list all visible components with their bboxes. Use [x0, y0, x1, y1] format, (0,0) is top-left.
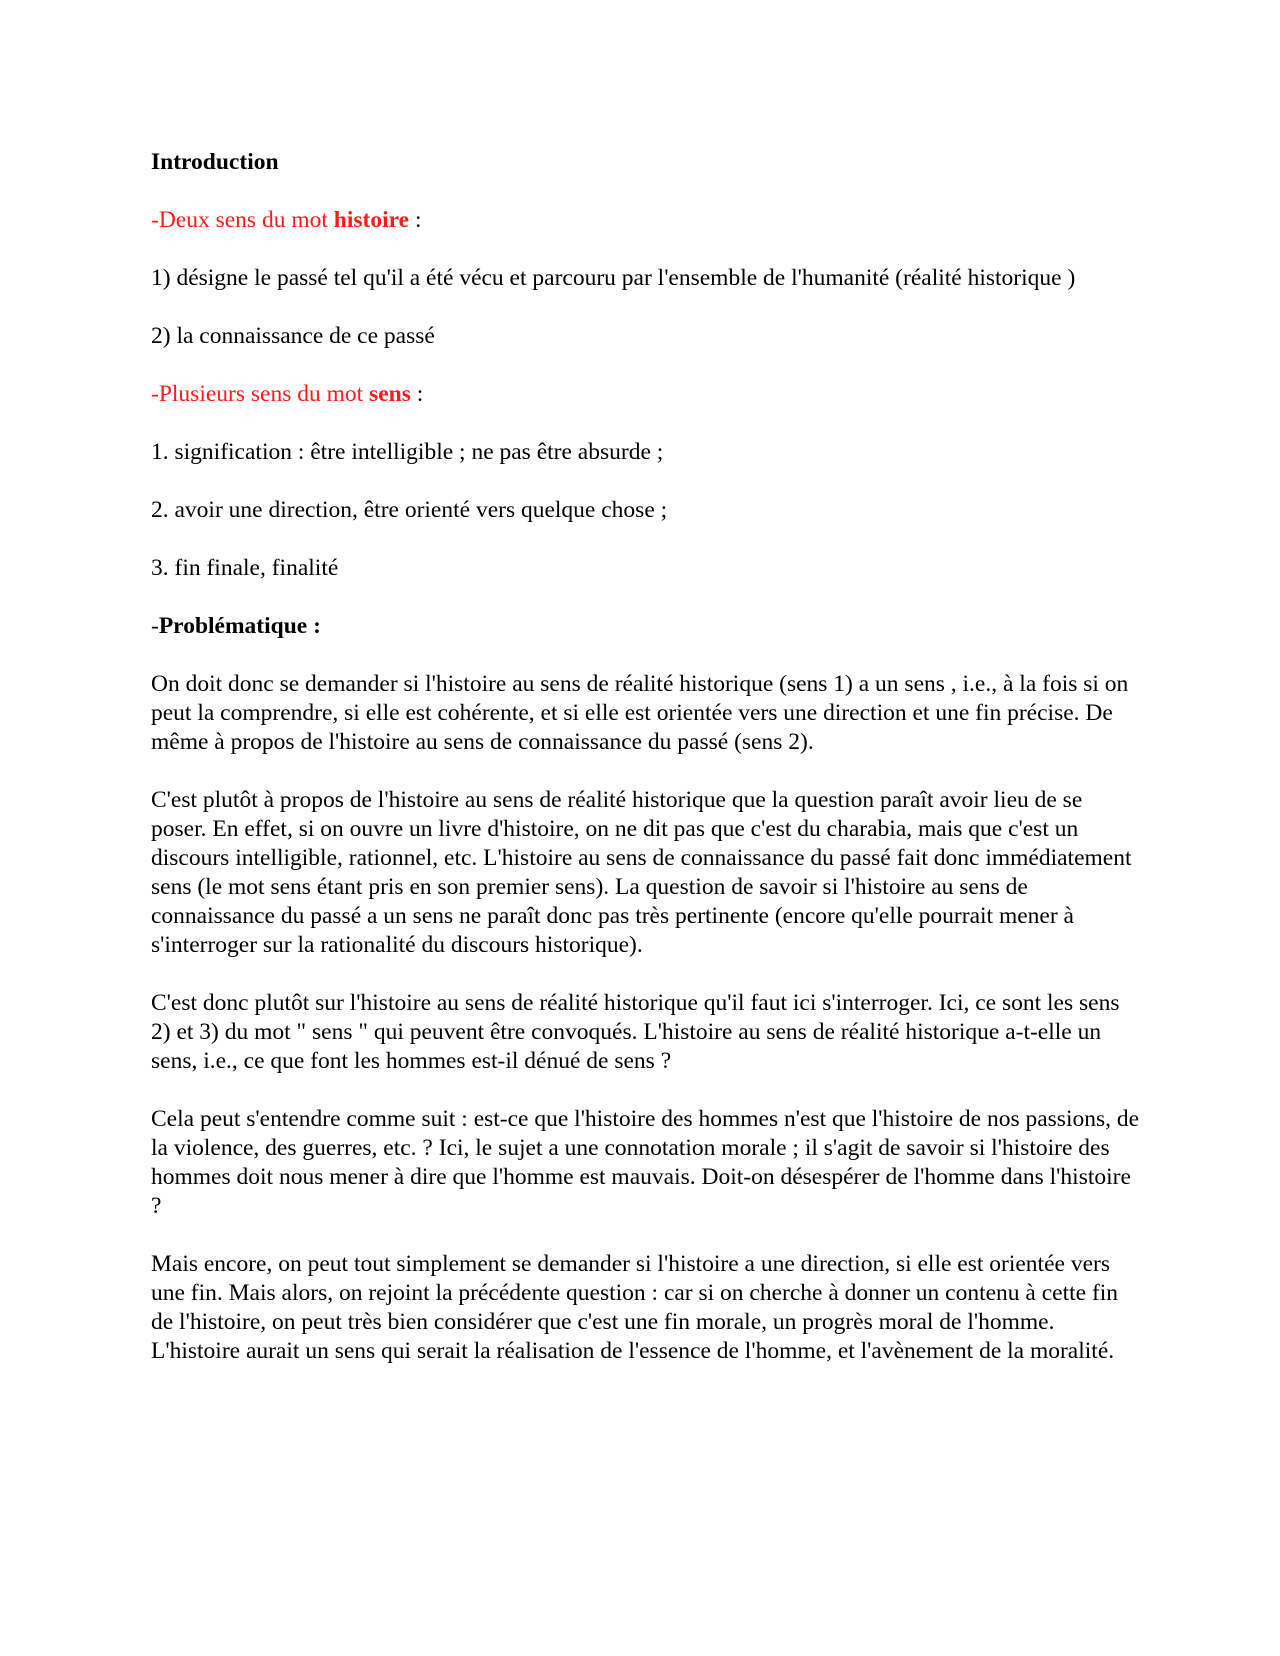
body-paragraph: On doit donc se demander si l'histoire au sens de réalité historique (sens 1) a un sens , i.e., à la fois si on peut la comprendre, si elle est cohérente, et si elle est orientée vers une direction et une fin précise. De même à propos de l'histoire au sens de connaissance du passé (sens 2). — [151, 671, 1129, 755]
section-label: Problématique : — [158, 613, 321, 639]
list-item: 2. avoir une direction, être orienté vers quelque chose ; — [151, 497, 668, 523]
body-paragraph: Cela peut s'entendre comme suit : est-ce que l'histoire des hommes n'est que l'histoire de nos passions, de la violence, des guerres, etc. ? Ici, le sujet a une connotation morale ; il s'agit de savoir si l'histoire des hommes doit nous mener à dire que l'homme est mauvais. Doit-on désespérer de l'homme dans l'histoire ? — [151, 1106, 1140, 1219]
section-prefix: - — [151, 613, 159, 639]
section-suffix: : — [409, 207, 422, 233]
section-suffix: : — [410, 381, 424, 407]
document-page — [151, 148, 1141, 1395]
list-item: 1) désigne le passé tel qu'il a été vécu et parcouru par l'ensemble de l'humanité (réalité historique ) — [151, 265, 1076, 291]
section-label: Deux sens du mot — [158, 207, 334, 233]
body-paragraph: C'est plutôt à propos de l'histoire au sens de réalité historique que la question paraît avoir lieu de se poser. En effet, si on ouvre un livre d'histoire, on ne dit pas que c'est du charabia, mais que c'est un discours intelligible, rationnel, etc. L'histoire au sens de connaissance du passé fait donc immédiatement sens (le mot sens étant pris en son premier sens). La question de savoir si l'histoire au sens de connaissance du passé a un sens ne paraît donc pas très pertinente (encore qu'elle pourrait mener à s'interroger sur la rationalité du discours historique). — [151, 787, 1132, 958]
section-heading-problematique — [151, 612, 1141, 641]
document-title: Introduction — [151, 149, 279, 175]
list-item: 2) la connaissance de ce passé — [151, 323, 435, 349]
list-item: 3. fin finale, finalité — [151, 555, 339, 581]
section-heading-histoire — [151, 206, 1141, 235]
section-keyword: sens — [369, 381, 411, 407]
body-paragraph: Mais encore, on peut tout simplement se demander si l'histoire a une direction, si elle est orientée vers une fin. Mais alors, on rejoint la précédente question : car si on cherche à donner un contenu à cette fin de l'histoire, on peut très bien considérer que c'est une fin morale, un progrès moral de l'homme. L'histoire aurait un sens qui serait la réalisation de l'essence de l'homme, et l'avènement de la moralité. — [151, 1251, 1119, 1364]
section-prefix: - — [151, 207, 159, 233]
section-label: Plusieurs sens du mot — [158, 381, 370, 407]
section-prefix: - — [151, 381, 159, 407]
section-heading-sens — [151, 380, 1141, 409]
list-item: 1. signification : être intelligible ; ne pas être absurde ; — [151, 439, 664, 465]
body-paragraph: C'est donc plutôt sur l'histoire au sens de réalité historique qu'il faut ici s'interroger. Ici, ce sont les sens 2) et 3) du mot " sens " qui peuvent être convoqués. L'histoire au sens de réalité historique a-t-elle un sens, i.e., ce que font les hommes est-il dénué de sens ? — [151, 990, 1120, 1074]
section-keyword: histoire — [333, 207, 410, 233]
